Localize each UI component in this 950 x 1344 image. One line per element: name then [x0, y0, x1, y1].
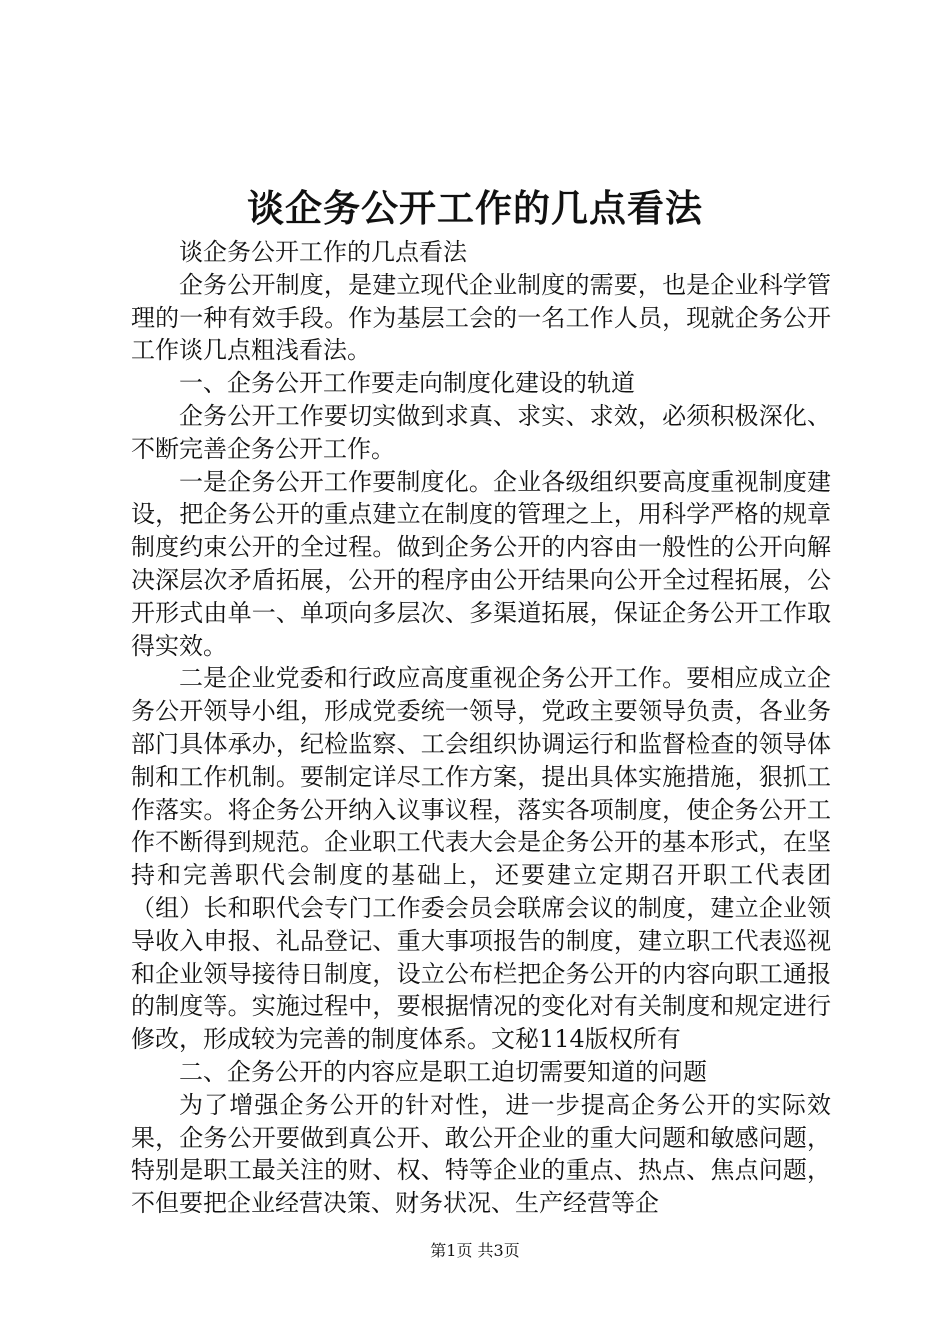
paragraph-section2-body: 为了增强企务公开的针对性，进一步提高企务公开的实际效果，企务公开要做到真公开、敢公开企业的重大问题和敏感问题，特别是职工最关注的财、权、特等企业的重点、热点、焦点问题，不但要把企业经营决策、财务状况、生产经营等企 — [131, 1090, 831, 1218]
paragraph-intro: 企务公开制度，是建立现代企业制度的需要，也是企业科学管理的一种有效手段。作为基层工会的一名工作人员，现就企务公开工作谈几点粗浅看法。 — [131, 270, 831, 365]
page-footer: 第1页 共3页 — [430, 1241, 520, 1260]
paragraph-repeated-title: 谈企务公开工作的几点看法 — [179, 238, 467, 266]
document-body — [131, 236, 831, 1220]
paragraph-point-1: 一是企务公开工作要制度化。企业各级组织要高度重视制度建设，把企务公开的重点建立在制度的管理之上，用科学严格的规章制度约束公开的全过程。做到企务公开的内容由一般性的公开向解决深层次矛盾拓展，公开的程序由公开结果向公开全过程拓展，公开形式由单一、单项向多层次、多渠道拓展，保证企务公开工作取得实效。 — [131, 467, 831, 660]
paragraph-section1-lead: 企务公开工作要切实做到求真、求实、求效，必须积极深化、不断完善企务公开工作。 — [131, 401, 831, 463]
document-title: 谈企务公开工作的几点看法 — [247, 186, 703, 230]
section-heading-1: 一、企务公开工作要走向制度化建设的轨道 — [179, 369, 635, 398]
paragraph-point-2: 二是企业党委和行政应高度重视企务公开工作。要相应成立企务公开领导小组，形成党委统一领导，党政主要领导负责，各业务部门具体承办，纪检监察、工会组织协调运行和监督检查的领导体制和工作机制。要制定详尽工作方案，提出具体实施措施，狠抓工作落实。将企务公开纳入议事议程，落实各项制度，使企务公开工作不断得到规范。企业职工代表大会是企务公开的基本形式，在坚持和完善职代会制度的基础上，还要建立定期召开职工代表团（组）长和职代会专门工作委会员会联席会议的制度，建立企业领导收入申报、礼品登记、重大事项报告的制度，建立职工代表巡视和企业领导接待日制度，设立公布栏把企务公开的内容向职工通报的制度等。实施过程中，要根据情况的变化对有关制度和规定进行修改，形成较为完善的制度体系。文秘114版权所有 — [131, 664, 831, 1054]
section-heading-2: 二、企务公开的内容应是职工迫切需要知道的问题 — [179, 1057, 707, 1086]
